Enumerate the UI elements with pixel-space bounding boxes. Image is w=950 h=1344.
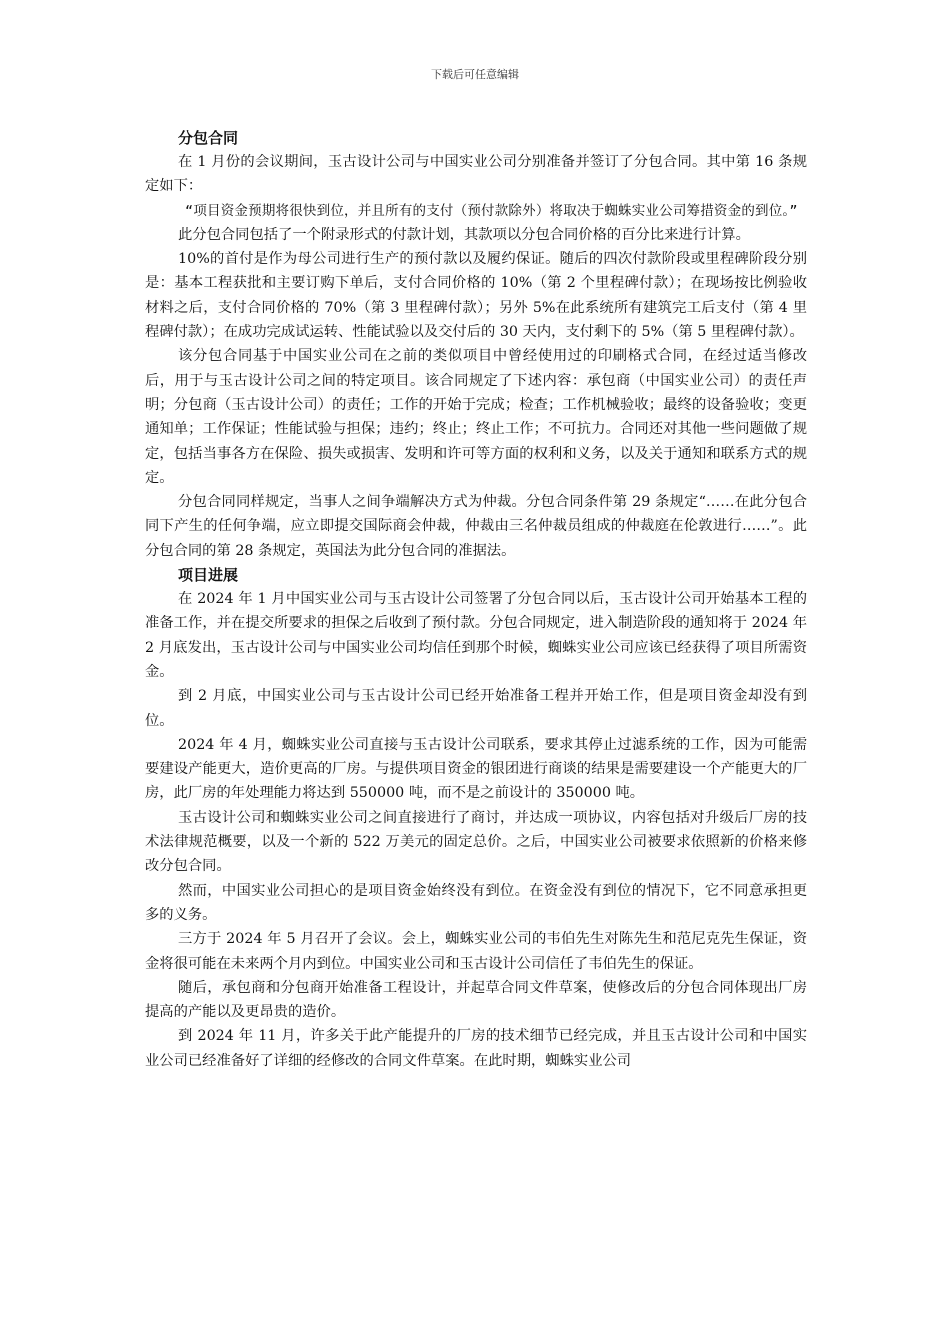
section-heading: 项目进展 xyxy=(178,566,239,585)
paragraph: 分包合同同样规定，当事人之间争端解决方式为仲裁。分包合同条件第 29 条规定“……在此分包合同下产生的任何争端，应立即提交国际商会仲裁，仲裁由三名仲裁员组成的仲裁庭在伦敦进行……”。此分包合同的第 28 条规定，英国法为此分包合同的准据法。 xyxy=(145,494,807,559)
paragraph: 在 1 月份的会议期间，玉古设计公司与中国实业公司分别准备并签订了分包合同。其中第 16 条规定如下： xyxy=(145,154,807,195)
paragraph: 在 2024 年 1 月中国实业公司与玉古设计公司签署了分包合同以后，玉古设计公司开始基本工程的准备工作，并在提交所要求的担保之后收到了预付款。分包合同规定，进入制造阶段的通知将于 2024 年 2 月底发出，玉古设计公司与中国实业公司均信任到那个时候，蜘蛛实业公司应该已经获得了项目所需资金。 xyxy=(145,591,807,680)
paragraph: 10%的首付是作为母公司进行生产的预付款以及履约保证。随后的四次付款阶段或里程碑阶段分别是：基本工程获批和主要订购下单后，支付合同价格的 10%（第 2 个里程碑付款）；在现场按比例验收材料之后，支付合同价格的 70%（第 3 里程碑付款）；另外 5%在此系统所有建筑完工后支付（第 4 里程碑付款）；在成功完成试运转、性能试验以及交付后的 30 天内，支付剩下的 5%（第 5 里程碑付款）。 xyxy=(145,251,807,341)
document-body xyxy=(145,126,807,1073)
quoted-clause: “项目资金预期将很快到位，并且所有的支付（预付款除外）将取决于蜘蛛实业公司筹措资金的到位。” xyxy=(185,202,798,219)
paragraph: 此分包合同包括了一个附录形式的付款计划，其款项以分包合同价格的百分比来进行计算。 xyxy=(178,226,750,243)
paragraph: 2024 年 4 月，蜘蛛实业公司直接与玉古设计公司联系，要求其停止过滤系统的工作，因为可能需要建设产能更大，造价更高的厂房。与提供项目资金的银团进行商谈的结果是需要建设一个产能更大的厂房，此厂房的年处理能力将达到 550000 吨，而不是之前设计的 350000 吨。 xyxy=(145,736,807,802)
paragraph: 玉古设计公司和蜘蛛实业公司之间直接进行了商讨，并达成一项协议，内容包括对升级后厂房的技术法律规范概要，以及一个新的 522 万美元的固定总价。之后，中国实业公司被要求依照新的价格来修改分包合同。 xyxy=(145,809,807,875)
section-subcontract xyxy=(145,126,807,563)
section-project-progress xyxy=(145,563,807,1073)
section-heading: 分包合同 xyxy=(178,129,239,147)
paragraph: 然而，中国实业公司担心的是项目资金始终没有到位。在资金没有到位的情况下，它不同意承担更多的义务。 xyxy=(145,882,807,923)
paragraph: 三方于 2024 年 5 月召开了会议。会上，蜘蛛实业公司的韦伯先生对陈先生和范尼克先生保证，资金将很可能在未来两个月内到位。中国实业公司和玉古设计公司信任了韦伯先生的保证。 xyxy=(145,931,807,972)
paragraph: 随后，承包商和分包商开始准备工程设计，并起草合同文件草案，使修改后的分包合同体现出厂房提高的产能以及更昂贵的造价。 xyxy=(145,979,807,1021)
paragraph: 到 2 月底，中国实业公司与玉古设计公司已经开始准备工程并开始工作，但是项目资金却没有到位。 xyxy=(145,688,807,729)
page-header: 下载后可任意编辑 xyxy=(431,68,519,81)
paragraph: 到 2024 年 11 月，许多关于此产能提升的厂房的技术细节已经完成，并且玉古设计公司和中国实业公司已经准备好了详细的经修改的合同文件草案。在此时期，蜘蛛实业公司 xyxy=(145,1028,807,1069)
paragraph: 该分包合同基于中国实业公司在之前的类似项目中曾经使用过的印刷格式合同，在经过适当修改后，用于与玉古设计公司之间的特定项目。该合同规定了下述内容：承包商（中国实业公司）的责任声明；分包商（玉古设计公司）的责任；工作的开始于完成；检查；工作机械验收；最终的设备验收；变更通知单；工作保证；性能试验与担保；违约；终止；终止工作；不可抗力。合同还对其他一些问题做了规定，包括当事各方在保险、损失或损害、发明和许可等方面的权利和义务，以及关于通知和联系方式的规定。 xyxy=(145,348,807,486)
